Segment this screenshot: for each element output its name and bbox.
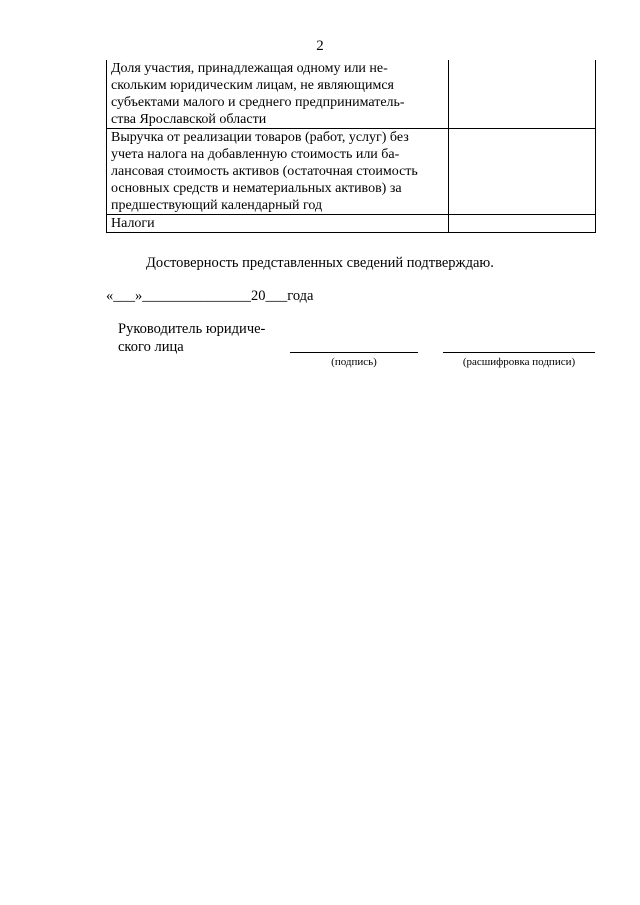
signature-caption: (подпись) [331, 356, 377, 368]
table-row [107, 129, 596, 215]
signature-line [290, 352, 418, 353]
date-line: «___»_______________20___года [106, 288, 314, 304]
label-line: скольким юридическим лицам, не являющимся [111, 78, 394, 93]
label-line: Выручка от реализации товаров (работ, услуг) без [111, 130, 409, 145]
label-line: Налоги [111, 216, 155, 231]
label-line: предшествующий календарный год [111, 198, 323, 213]
label-line: ства Ярославской области [111, 112, 267, 127]
label-line: субъектами малого и среднего предприниматель- [111, 95, 405, 110]
row-label [107, 215, 449, 233]
confirmation-text: Достоверность представленных сведений подтверждаю. [146, 255, 494, 271]
label-line: лансовая стоимость активов (остаточная стоимость [111, 164, 418, 179]
row-label [107, 129, 449, 215]
signatory-label-line: ского лица [118, 339, 184, 355]
row-value [449, 129, 596, 215]
label-line: основных средств и нематериальных активов) за [111, 181, 402, 196]
page-number: 2 [316, 38, 324, 54]
label-line: Доля участия, принадлежащая одному или не- [111, 61, 388, 76]
row-value [449, 215, 596, 233]
signature-decoding-line [443, 352, 595, 353]
table-row [107, 215, 596, 233]
signatory-label [118, 320, 265, 356]
row-value [449, 60, 596, 129]
label-line: учета налога на добавленную стоимость или ба- [111, 147, 400, 162]
row-label [107, 60, 449, 129]
info-table [106, 60, 596, 233]
signatory-label-line: Руководитель юридиче- [118, 321, 266, 337]
signature-decoding-caption: (расшифровка подписи) [462, 356, 576, 368]
table-row [107, 60, 596, 129]
